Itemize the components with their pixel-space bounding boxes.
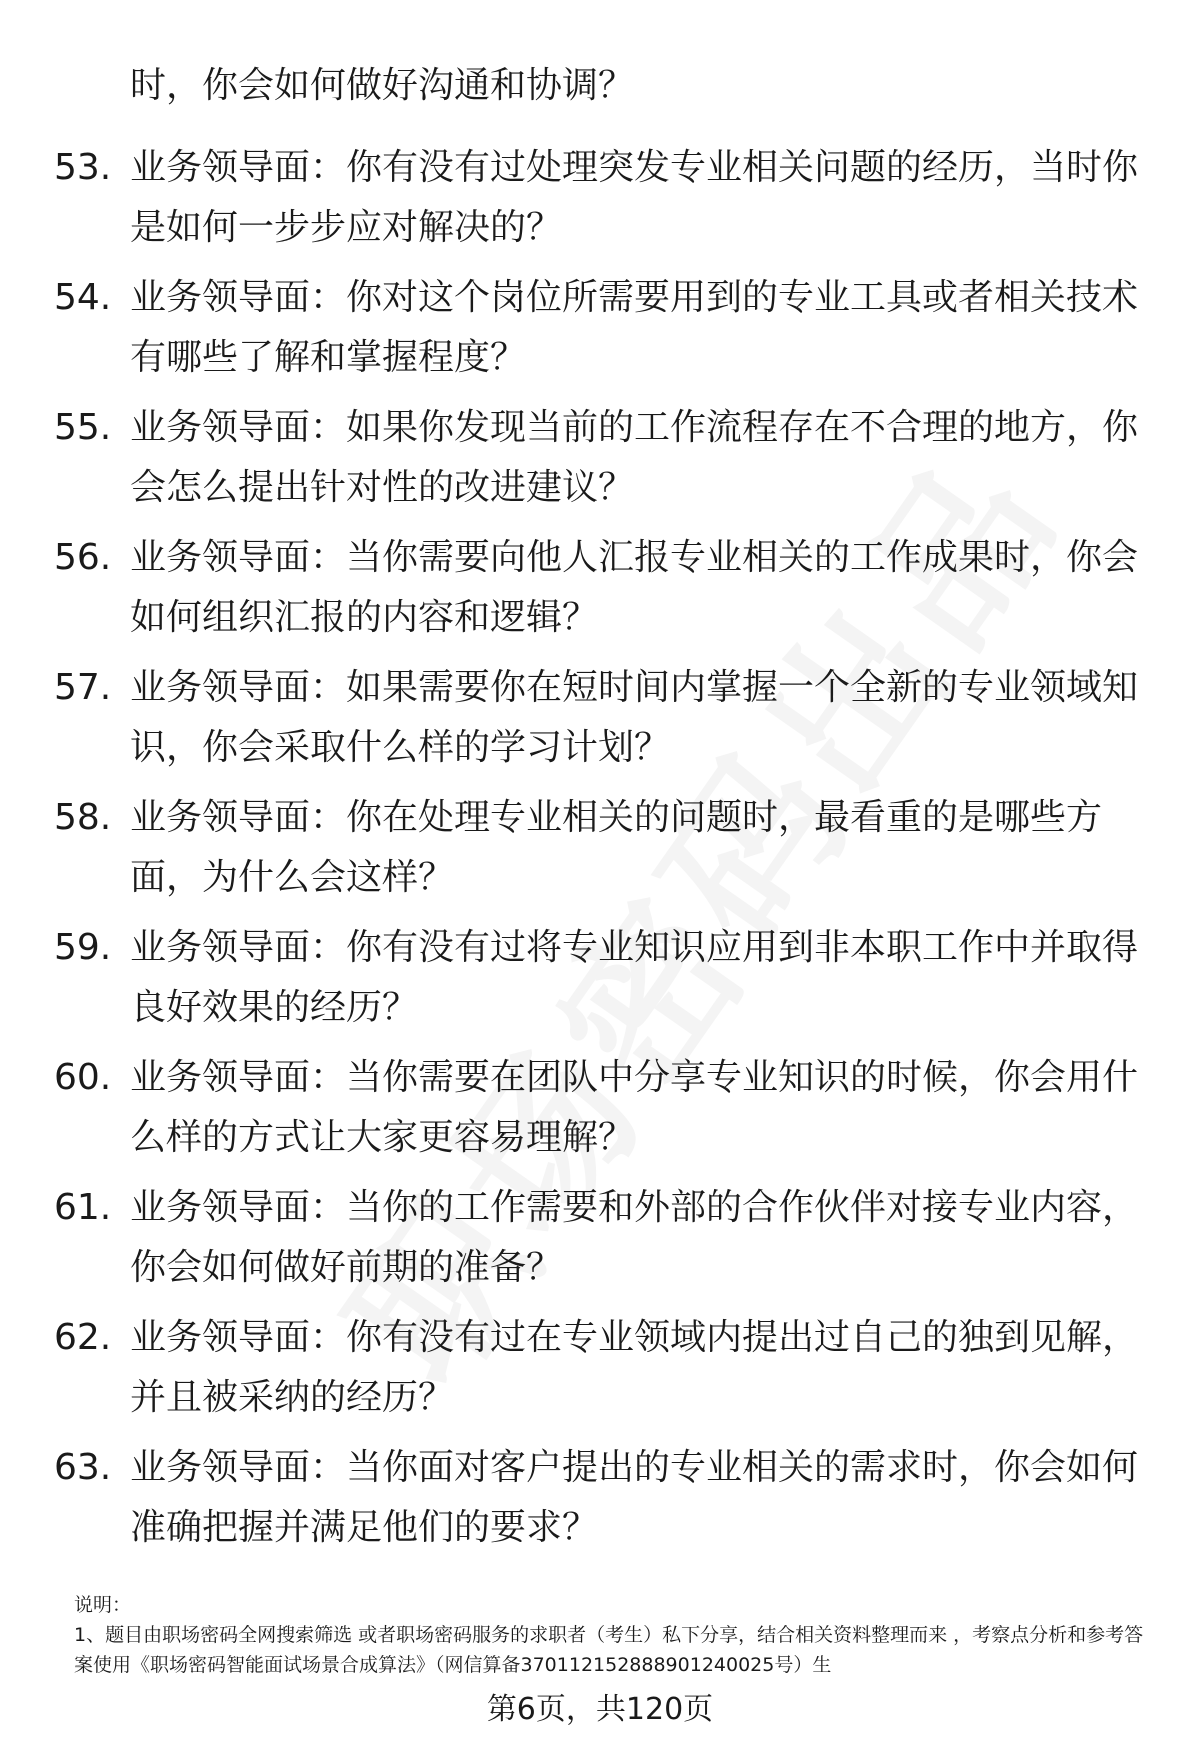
question-number: 58. — [54, 797, 112, 838]
question-number: 61. — [54, 1187, 112, 1228]
question-text: 业务领导面：如果需要你在短时间内掌握一个全新的专业领域知识，你会采取什么样的学习计划？ — [130, 667, 1139, 768]
question-item — [0, 138, 1200, 268]
question-item — [0, 1438, 1200, 1568]
question-text: 业务领导面：你在处理专业相关的问题时，最看重的是哪些方面，为什么会这样？ — [130, 797, 1103, 898]
question-item — [0, 918, 1200, 1048]
question-text: 业务领导面：当你需要在团队中分享专业知识的时候，你会用什么样的方式让大家更容易理解？ — [130, 1057, 1139, 1158]
question-text: 业务领导面：你有没有过将专业知识应用到非本职工作中并取得良好效果的经历？ — [130, 927, 1139, 1028]
question-number: 62. — [54, 1317, 112, 1358]
question-text: 业务领导面：当你面对客户提出的专业相关的需求时，你会如何准确把握并满足他们的要求？ — [130, 1447, 1139, 1548]
question-text: 业务领导面：你有没有过在专业领域内提出过自己的独到见解，并且被采纳的经历？ — [130, 1317, 1139, 1418]
question-text: 业务领导面：当你的工作需要和外部的合作伙伴对接专业内容，你会如何做好前期的准备？ — [130, 1187, 1139, 1288]
question-item — [0, 1048, 1200, 1178]
question-text: 业务领导面：你有没有过处理突发专业相关问题的经历，当时你是如何一步步应对解决的？ — [130, 147, 1139, 248]
question-item — [0, 268, 1200, 398]
question-item — [0, 398, 1200, 528]
question-number: 59. — [54, 927, 112, 968]
question-number: 56. — [54, 537, 112, 578]
question-item — [0, 788, 1200, 918]
question-text: 业务领导面：你对这个岗位所需要用到的专业工具或者相关技术有哪些了解和掌握程度？ — [130, 277, 1139, 378]
question-number: 60. — [54, 1057, 112, 1098]
notes-heading: 说明： — [74, 1594, 132, 1616]
notes-section — [74, 1590, 1154, 1680]
question-number: 53. — [54, 147, 112, 188]
question-list — [0, 138, 1200, 1568]
notes-line: 1、题目由职场密码全网搜索筛选 或者职场密码服务的求职者（考生）私下分享，结合相关资料整理而来 ，考察点分析和参考答案使用《职场密码智能面试场景合成算法》（网信算备370112152888901240025号）生 — [74, 1624, 1144, 1676]
question-number: 63. — [54, 1447, 112, 1488]
question-text: 业务领导面：如果你发现当前的工作流程存在不合理的地方，你会怎么提出针对性的改进建议？ — [130, 407, 1139, 508]
question-number: 57. — [54, 667, 112, 708]
question-item — [0, 528, 1200, 658]
question-text: 业务领导面：当你需要向他人汇报专业相关的工作成果时，你会如何组织汇报的内容和逻辑？ — [130, 537, 1139, 638]
continued-question-text: 时，你会如何做好沟通和协调？ — [130, 65, 635, 106]
page-number: 第6页，共120页 — [486, 1692, 714, 1727]
question-number: 55. — [54, 407, 112, 448]
question-item — [0, 658, 1200, 788]
question-number: 54. — [54, 277, 112, 318]
question-item — [0, 1308, 1200, 1438]
question-item — [0, 1178, 1200, 1308]
